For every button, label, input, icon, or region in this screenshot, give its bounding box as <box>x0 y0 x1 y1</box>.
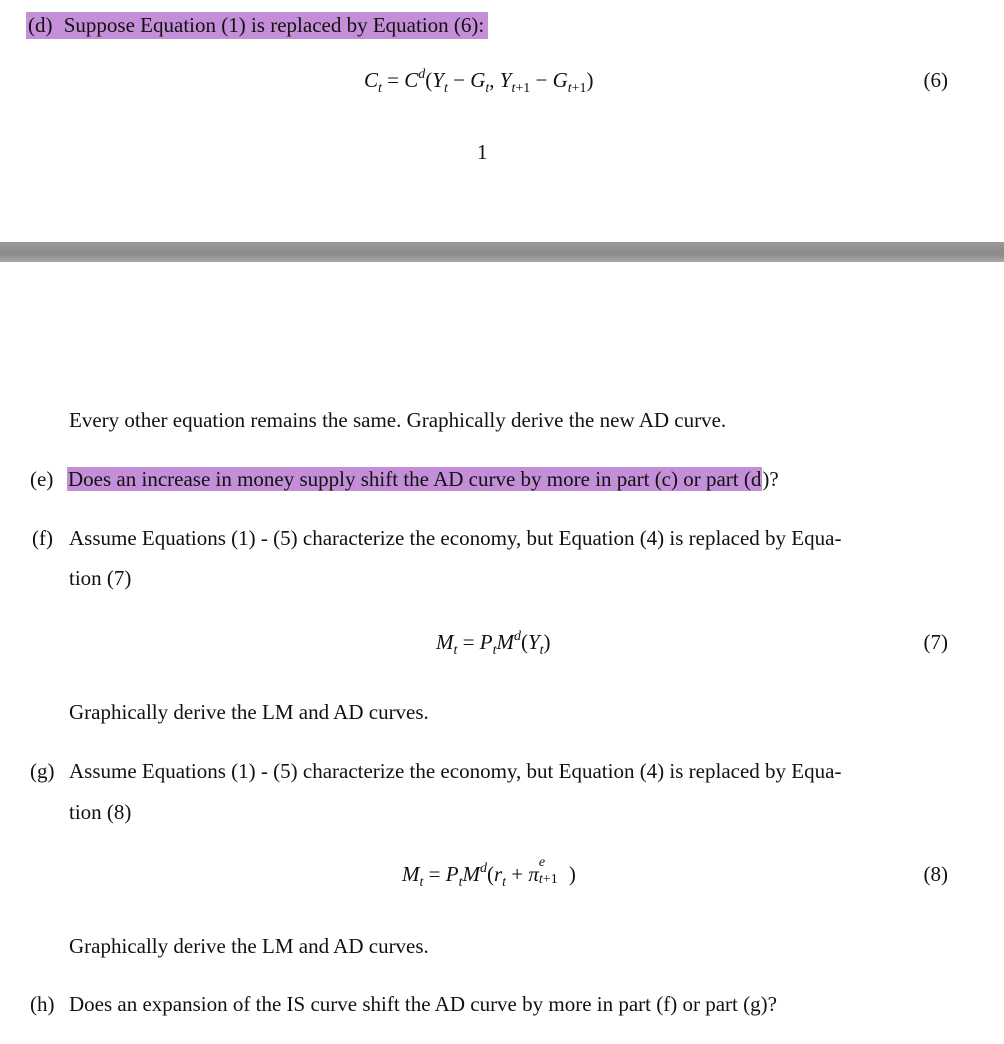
item-f-line2: tion (7) <box>69 566 132 590</box>
item-g-line1: Assume Equations (1) - (5) characterize the economy, but Equation (4) is replaced by Equa- <box>69 759 842 783</box>
item-g-after: Graphically derive the LM and AD curves. <box>69 934 429 958</box>
item-d-heading <box>26 12 488 39</box>
item-f-line1: Assume Equations (1) - (5) characterize the economy, but Equation (4) is replaced by Equa- <box>69 526 842 550</box>
item-h-label: (h) <box>30 992 55 1016</box>
item-e-label: (e) <box>30 467 54 491</box>
item-f-after: Graphically derive the LM and AD curves. <box>69 700 429 724</box>
equation-8-number: (8) <box>923 862 948 886</box>
item-d-continued: Every other equation remains the same. Graphically derive the new AD curve. <box>69 408 727 432</box>
item-d-text: Suppose Equation (1) is replaced by Equation (6): <box>63 13 485 37</box>
equation-6-number: (6) <box>923 68 948 92</box>
page-separator <box>0 242 1004 262</box>
item-g-label: (g) <box>30 759 55 783</box>
page-number: 1 <box>477 140 488 164</box>
equation-8: $M_t = P_tM^d(r_t + \pi$ e t+1 ) <box>402 855 576 890</box>
equation-6: $C_t = C^d(Y_t - G_t$, $Y_{t+1} - G_{t+1}$) <box>364 67 594 96</box>
item-e-text-end: )? <box>762 467 779 491</box>
item-e <box>67 467 779 492</box>
item-e-highlighted-text: Does an increase in money supply shift the AD curve by more in part (c) or part (d <box>68 467 762 491</box>
item-g-line2: tion (8) <box>69 800 132 824</box>
equation-7: $M_t = P_tM^d(Y_t)$ <box>436 629 551 658</box>
item-h-text: Does an expansion of the IS curve shift the AD curve by more in part (f) or part (g)? <box>69 992 777 1016</box>
equation-7-number: (7) <box>923 630 948 654</box>
item-d-label: (d) <box>28 13 53 37</box>
item-f-label: (f) <box>32 526 53 550</box>
